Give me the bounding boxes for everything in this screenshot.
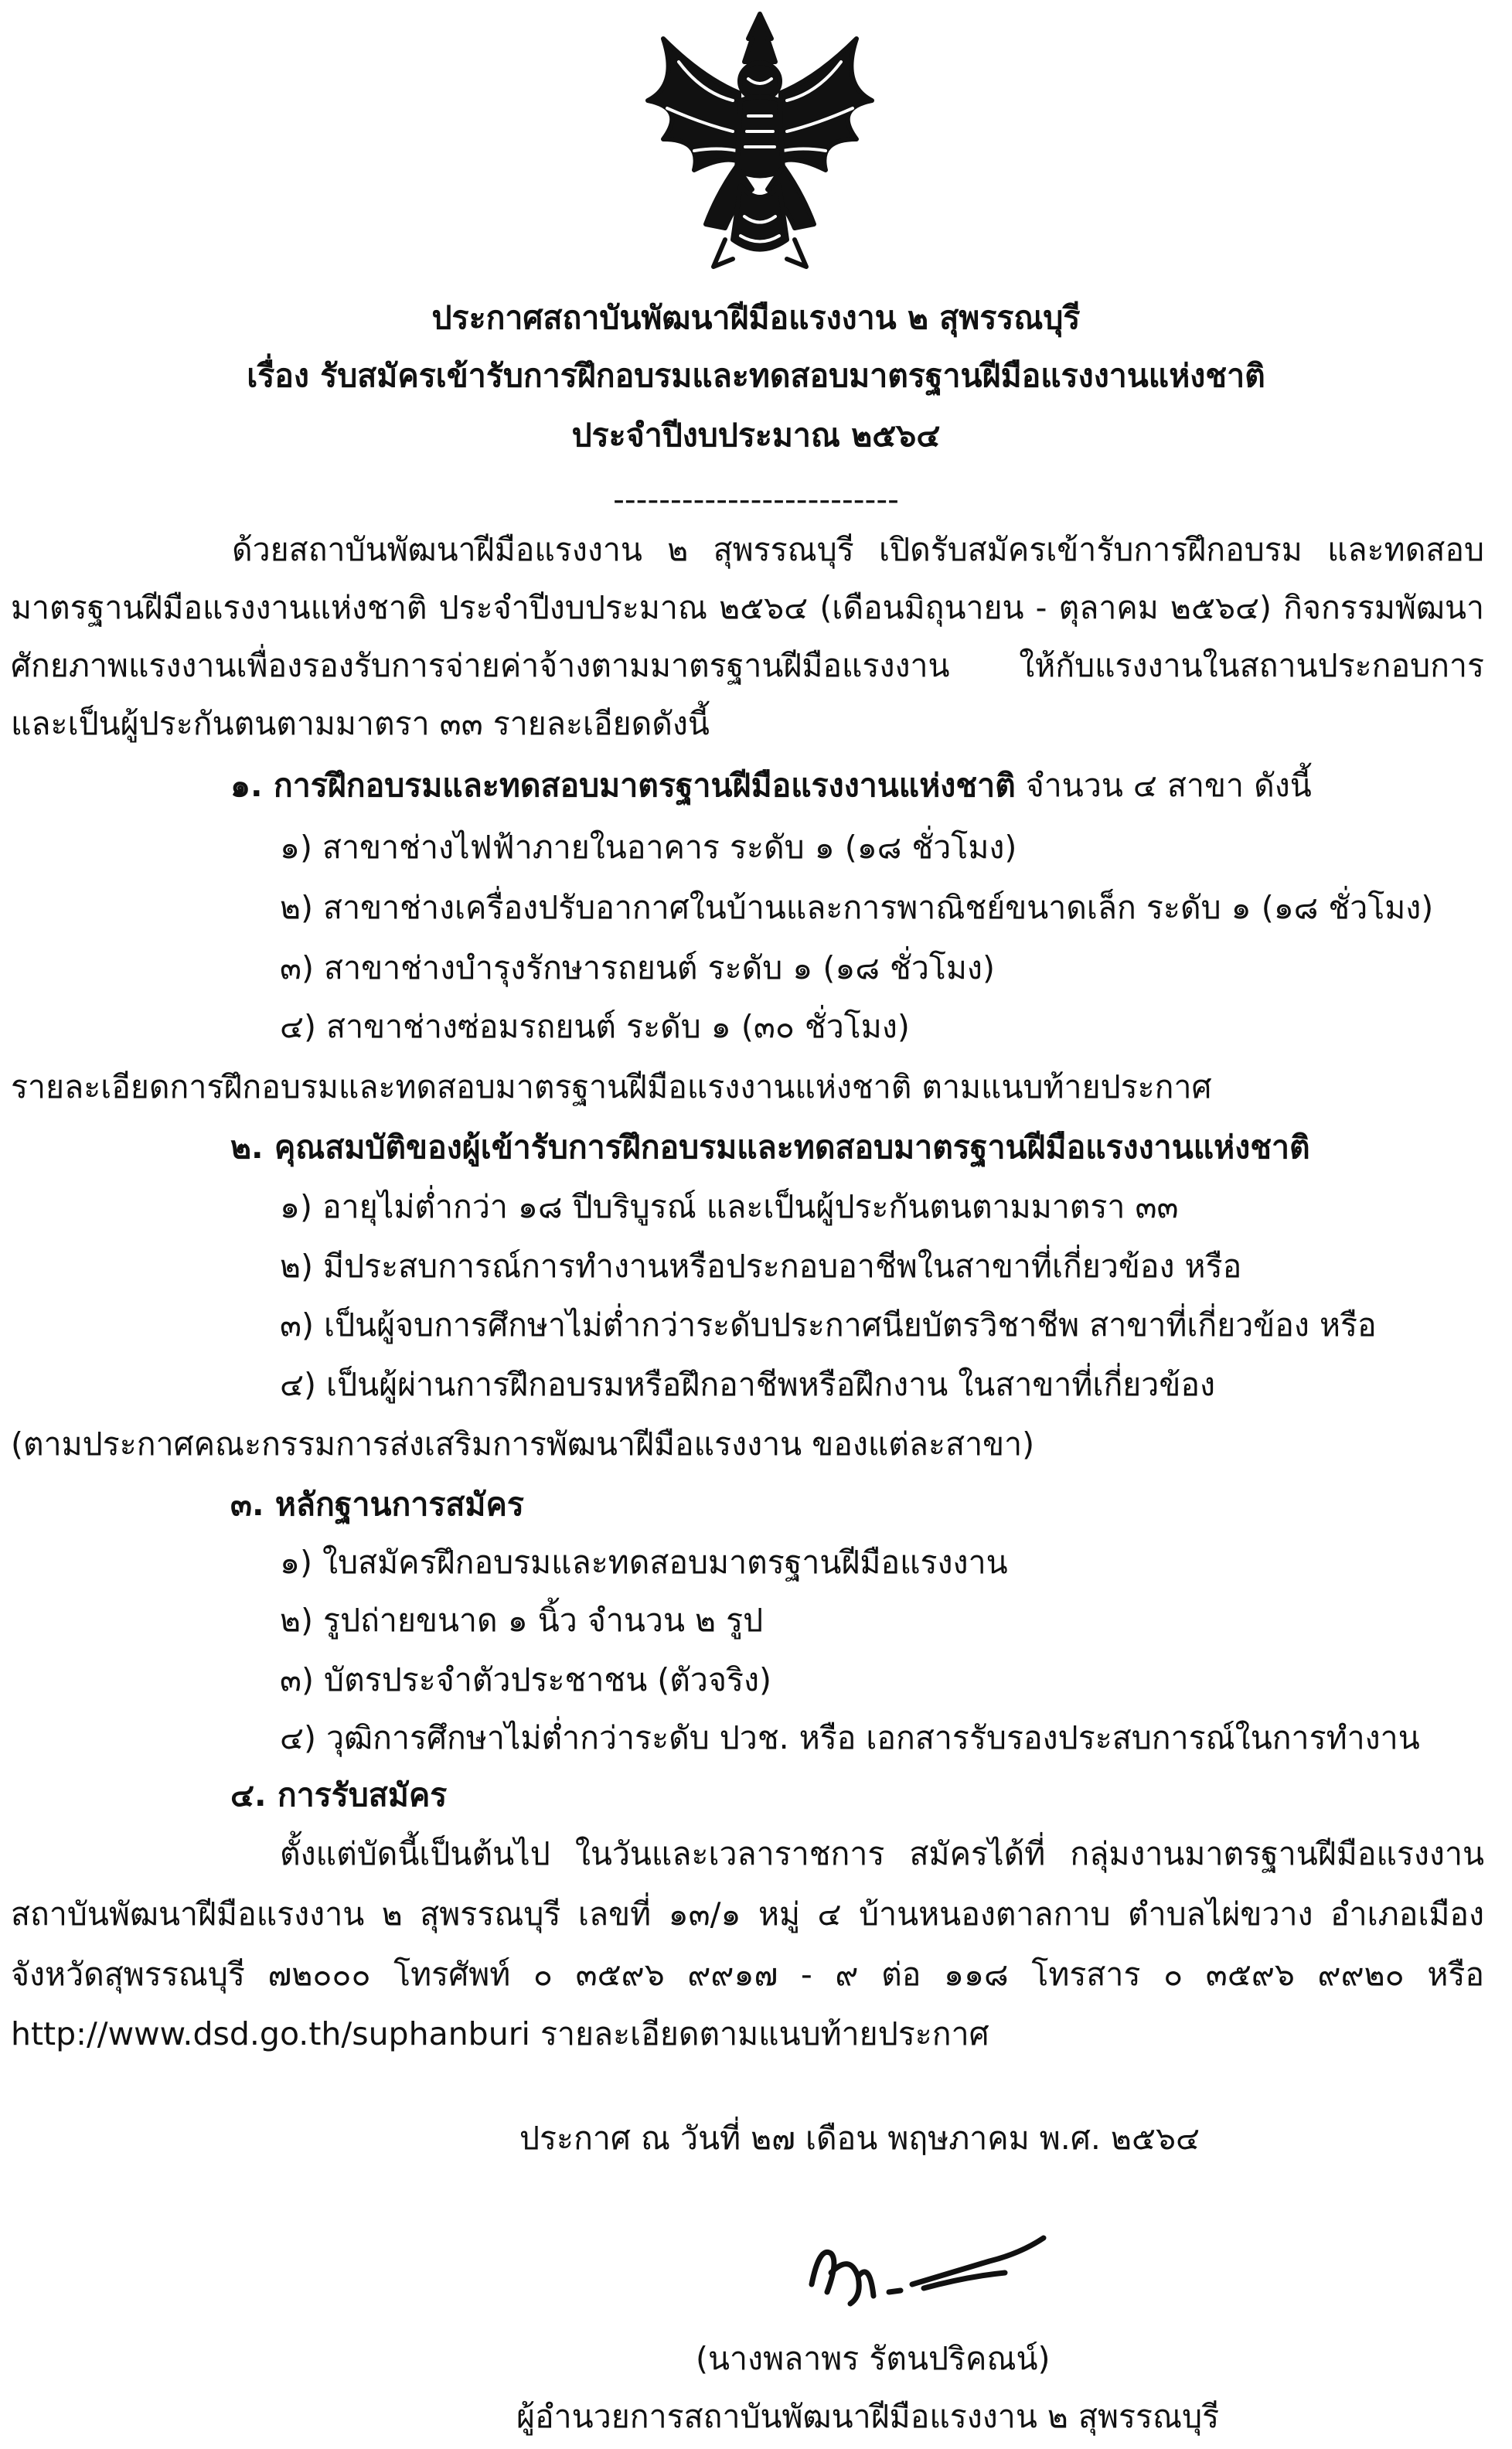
title-separator: ------------------------- — [613, 481, 899, 518]
announcement-title: ประกาศสถาบันพัฒนาฝีมือแรงงาน ๒ สุพรรณบุรี — [431, 299, 1081, 336]
intro-line: ด้วยสถาบันพัฒนาฝีมือแรงงาน ๒ สุพรรณบุรี เปิดรับสมัครเข้ารับการฝึกอบรม และทดสอบ — [232, 531, 1484, 568]
signatory-name: (นางพลาพร รัตนปริคณน์) — [696, 2340, 1051, 2377]
section-1-item: ๔) สาขาช่างซ่อมรถยนต์ ระดับ ๑ (๓๐ ชั่วโมง) — [280, 1008, 910, 1045]
section-1-heading-suffix: จำนวน ๔ สาขา ดังนี้ — [1015, 767, 1312, 804]
section-4-line: ตั้งแต่บัดนี้เป็นต้นไป ในวันและเวลาราชการ สมัครได้ที่ กลุ่มงานมาตรฐานฝีมือแรงงาน — [280, 1835, 1484, 1872]
section-3-item: ๓) บัตรประจำตัวประชาชน (ตัวจริง) — [280, 1661, 772, 1698]
section-3-item: ๒) รูปถ่ายขนาด ๑ นิ้ว จำนวน ๒ รูป — [280, 1602, 764, 1639]
section-4-line: สถาบันพัฒนาฝีมือแรงงาน ๒ สุพรรณบุรี เลขที่ ๑๓/๑ หมู่ ๔ บ้านหนองตาลกาบ ตำบลไผ่ขวาง อำเภอเมือง — [11, 1896, 1484, 1933]
section-2-item: ๔) เป็นผู้ผ่านการฝึกอบรมหรือฝึกอาชีพหรือฝึกงาน ในสาขาที่เกี่ยวข้อง — [280, 1366, 1216, 1403]
announcement-date: ประกาศ ณ วันที่ ๒๗ เดือน พฤษภาคม พ.ศ. ๒๕๖๔ — [519, 2120, 1200, 2157]
signatory-position: ผู้อำนวยการสถาบันพัฒนาฝีมือแรงงาน ๒ สุพรรณบุรี — [516, 2398, 1220, 2435]
section-1-heading-bold: ๑. การฝึกอบรมและทดสอบมาตรฐานฝีมือแรงงานแห่งชาติ — [230, 767, 1016, 804]
section-1-item: ๒) สาขาช่างเครื่องปรับอากาศในบ้านและการพาณิชย์ขนาดเล็ก ระดับ ๑ (๑๘ ชั่วโมง) — [280, 889, 1434, 926]
section-2-item: ๓) เป็นผู้จบการศึกษาไม่ต่ำกว่าระดับประกาศนียบัตรวิชาชีพ สาขาที่เกี่ยวข้อง หรือ — [280, 1306, 1377, 1344]
section-4-line: http://www.dsd.go.th/suphanburi รายละเอียดตามแนบท้ายประกาศ — [11, 2015, 989, 2052]
section-1-item: ๑) สาขาช่างไฟฟ้าภายในอาคาร ระดับ ๑ (๑๘ ชั่วโมง) — [280, 829, 1017, 866]
section-4-heading: ๔. การรับสมัคร — [230, 1776, 448, 1814]
garuda-emblem-icon — [632, 8, 887, 271]
section-4-line: จังหวัดสุพรรณบุรี ๗๒๐๐๐ โทรศัพท์ ๐ ๓๕๙๖ ๙๙๑๗ - ๙ ต่อ ๑๑๘ โทรสาร ๐ ๓๕๙๖ ๙๙๒๐ หรือ — [11, 1956, 1484, 1993]
section-3-heading: ๓. หลักฐานการสมัคร — [230, 1486, 524, 1523]
section-2-heading: ๒. คุณสมบัติของผู้เข้ารับการฝึกอบรมและทดสอบมาตรฐานฝีมือแรงงานแห่งชาติ — [230, 1129, 1310, 1166]
section-3-item: ๑) ใบสมัครฝึกอบรมและทดสอบมาตรฐานฝีมือแรงงาน — [280, 1544, 1008, 1581]
section-2-item: ๑) อายุไม่ต่ำกว่า ๑๘ ปีบริบูรณ์ และเป็นผู้ประกันตนตามมาตรา ๓๓ — [280, 1188, 1179, 1225]
section-2-note: (ตามประกาศคณะกรรมการส่งเสริมการพัฒนาฝีมือแรงงาน ของแต่ละสาขา) — [11, 1425, 1035, 1463]
section-3-item: ๔) วุฒิการศึกษาไม่ต่ำกว่าระดับ ปวช. หรือ เอกสารรับรองประสบการณ์ในการทำงาน — [280, 1719, 1420, 1756]
announcement-subject: เรื่อง รับสมัครเข้ารับการฝึกอบรมและทดสอบมาตรฐานฝีมือแรงงานแห่งชาติ — [247, 357, 1265, 394]
section-1-heading — [230, 765, 1312, 806]
intro-line: และเป็นผู้ประกันตนตามมาตรา ๓๓ รายละเอียดดังนี้ — [11, 705, 710, 742]
section-1-note: รายละเอียดการฝึกอบรมและทดสอบมาตรฐานฝีมือแรงงานแห่งชาติ ตามแนบท้ายประกาศ — [11, 1068, 1212, 1105]
section-1-item: ๓) สาขาช่างบำรุงรักษารถยนต์ ระดับ ๑ (๑๘ ชั่วโมง) — [280, 949, 995, 986]
signature-icon — [796, 2230, 1059, 2331]
intro-line: ศักยภาพแรงงานเพื่องรองรับการจ่ายค่าจ้างตามมาตรฐานฝีมือแรงงาน ให้กับแรงงานในสถานประกอบการ — [11, 647, 1484, 684]
intro-line: มาตรฐานฝีมือแรงงานแห่งชาติ ประจำปีงบประมาณ ๒๕๖๔ (เดือนมิถุนายน - ตุลาคม ๒๕๖๔) กิจกรรมพัฒนา — [11, 589, 1484, 626]
fiscal-year-line: ประจำปีงบประมาณ ๒๕๖๔ — [571, 417, 941, 454]
section-2-item: ๒) มีประสบการณ์การทำงานหรือประกอบอาชีพในสาขาที่เกี่ยวข้อง หรือ — [280, 1248, 1242, 1285]
